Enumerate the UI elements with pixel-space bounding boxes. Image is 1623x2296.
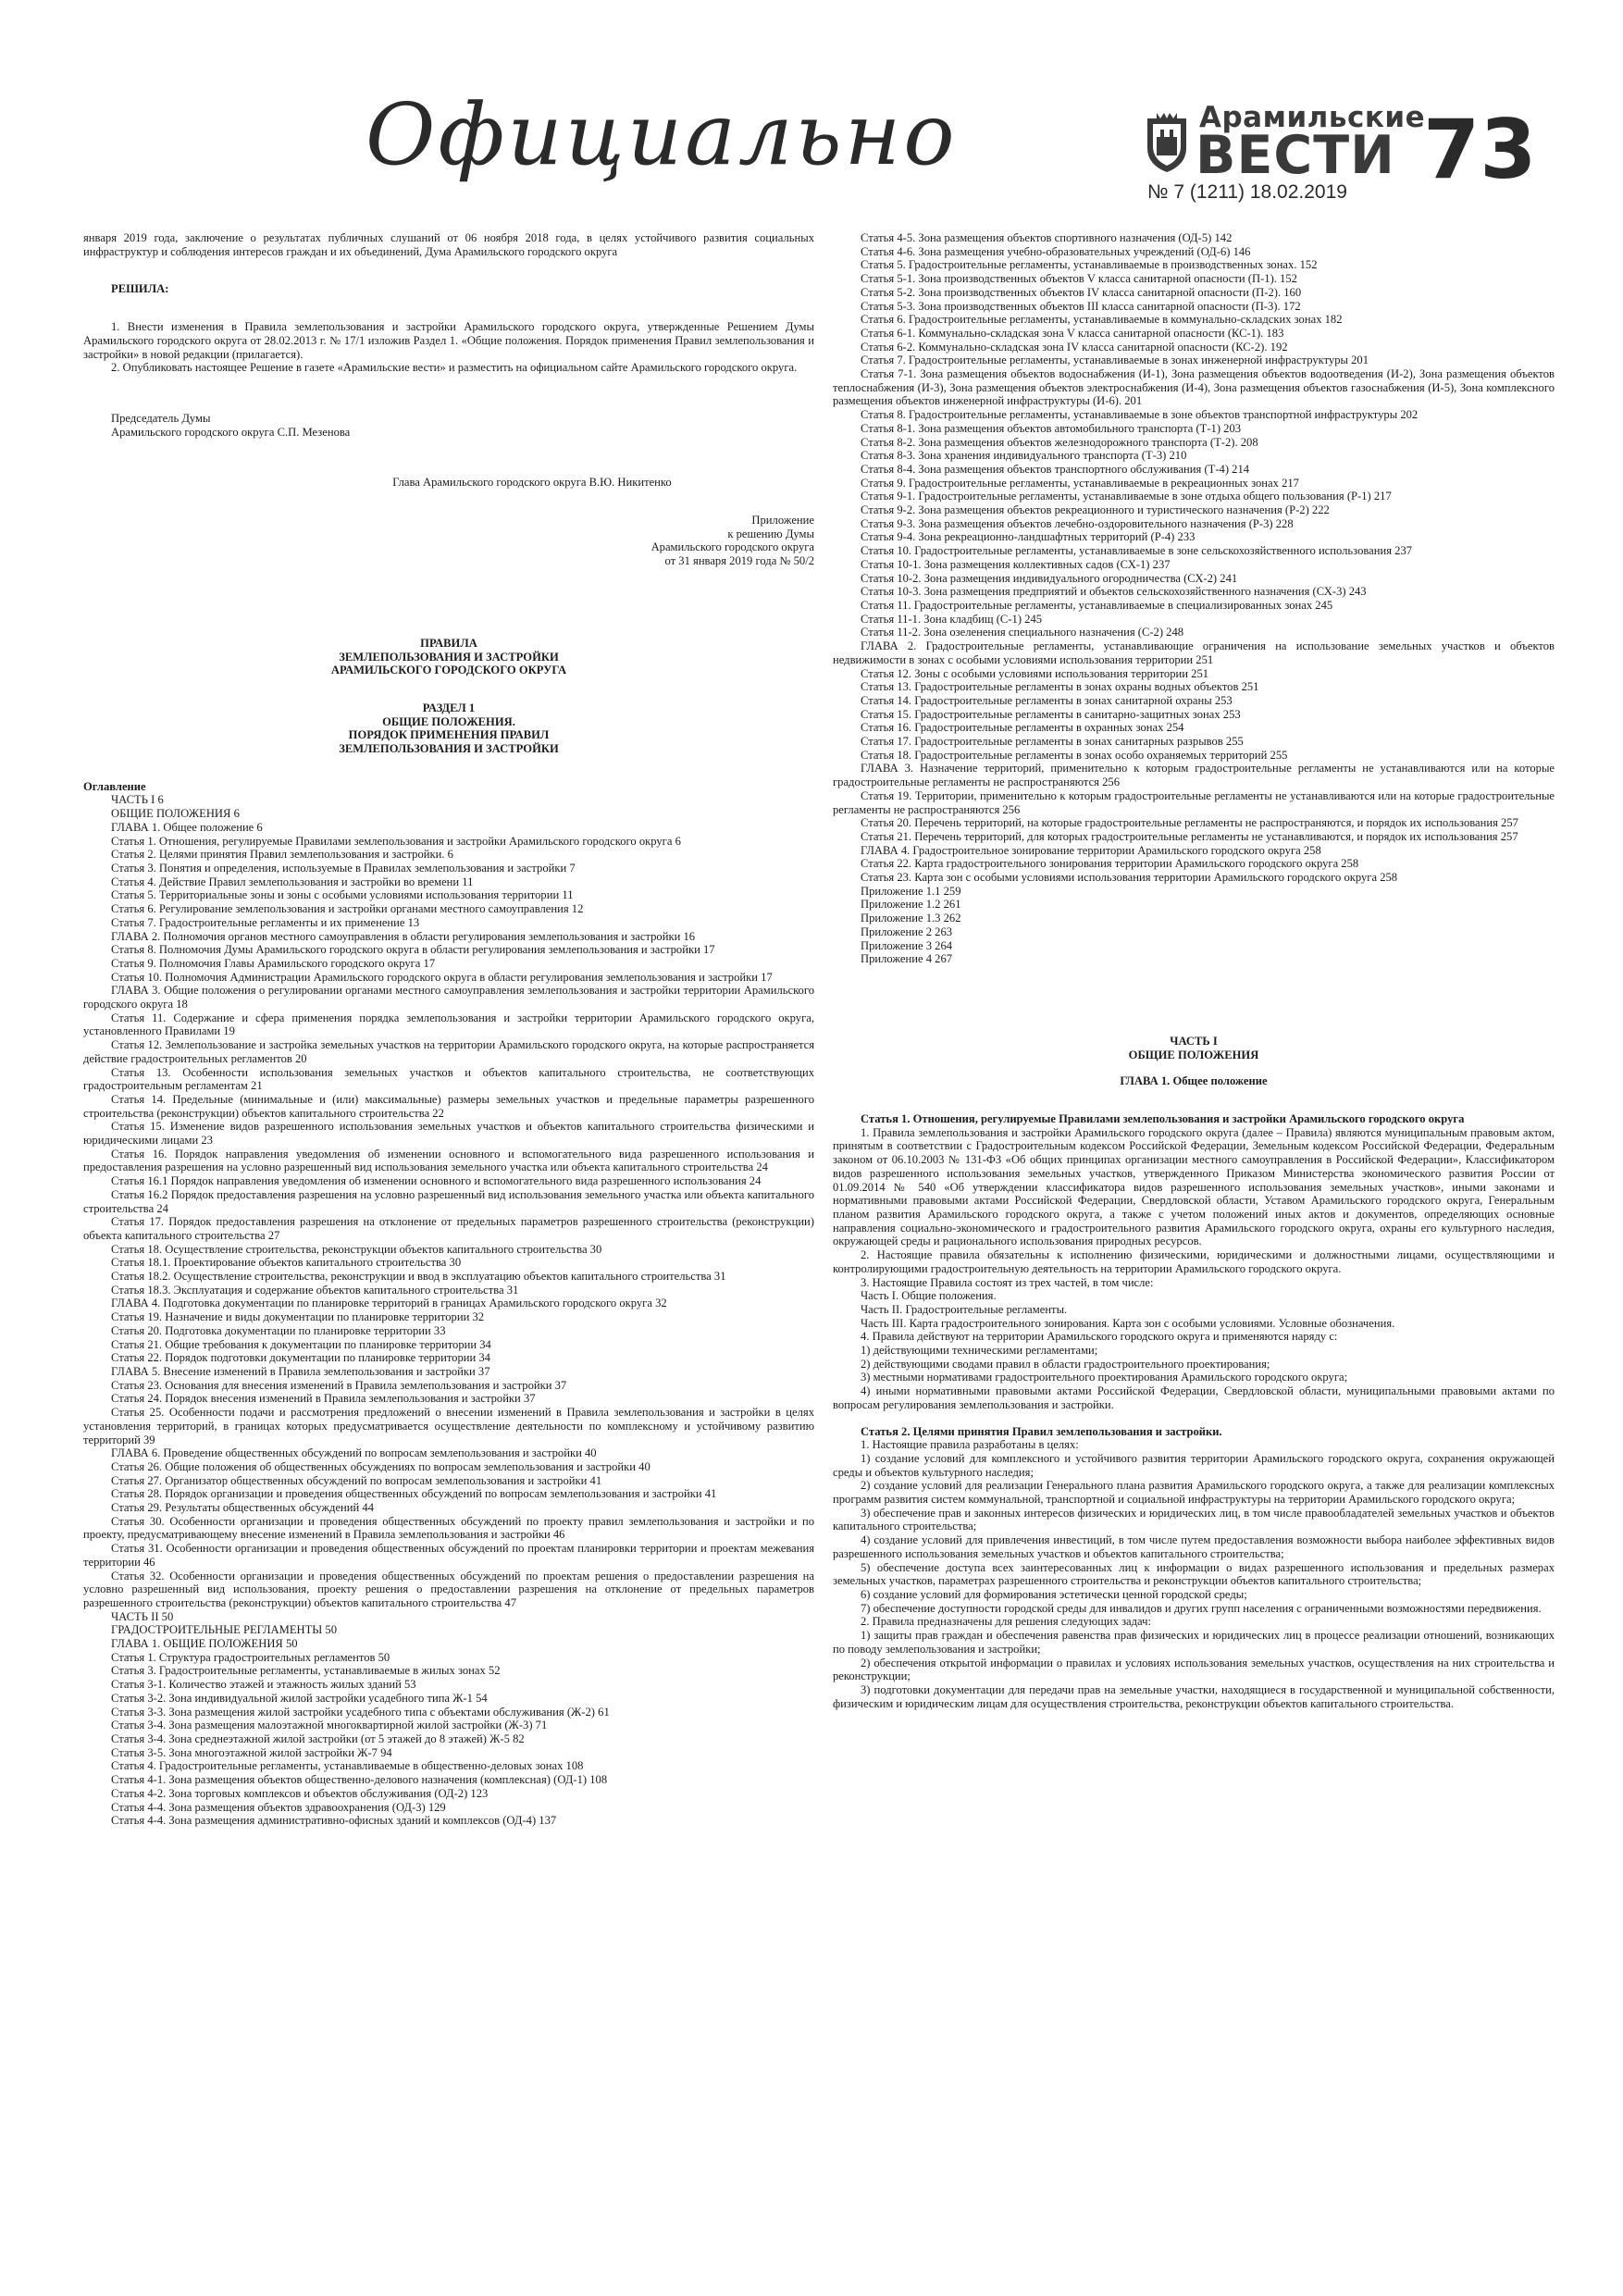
toc-item: Приложение 1.3 262 xyxy=(861,912,961,925)
toc-item: Статья 17. Порядок предоставления разрешения на отклонение от предельных параметров разрешенного строительства (реконструкции) объекта капитального строительства 27 xyxy=(83,1215,814,1242)
left-column xyxy=(83,231,814,1828)
brand-name-top: Арамильские xyxy=(1199,101,1426,134)
chair-signature: Арамильского городского округа С.П. Мезенова xyxy=(111,425,351,439)
part-i-subtitle: ОБЩИЕ ПОЛОЖЕНИЯ xyxy=(1128,1048,1259,1061)
toc-item: Статья 18. Осуществление строительства, реконструкции объектов капитального строительства 30 xyxy=(111,1242,602,1256)
toc-item: Статья 3. Градостроительные регламенты, устанавливаемые в жилых зонах 52 xyxy=(111,1664,501,1678)
rules-title-line: АРАМИЛЬСКОГО ГОРОДСКОГО ОКРУГА xyxy=(330,664,567,677)
toc-heading: Оглавление xyxy=(83,779,146,793)
toc-item: Статья 3-3. Зона размещения жилой застройки усадебного типа с объектами обслуживания (Ж-2) 61 xyxy=(111,1705,610,1719)
toc-item: Статья 2. Целями принятия Правил землепользования и застройки. 6 xyxy=(111,848,453,862)
toc-item: ГЛАВА 6. Проведение общественных обсуждений по вопросам землепользования и застройки 40 xyxy=(111,1446,597,1460)
toc-item: Приложение 3 264 xyxy=(861,938,953,952)
table-of-contents xyxy=(83,793,814,1827)
resolution-point-1: 1. Внести изменения в Правила землепользования и застройки Арамильского городского округа, утвержденные Решением Думы Арамильского городского округа от 28.02.2013 г. № 17/1 изложив Раздел 1. «Общие положения. Порядок применения Правил землепользования и застройки» в новой редакции (прилагается). xyxy=(83,320,814,361)
toc-item: Статья 19. Территории, применительно к которым градостроительные регламенты не устанавливаются или на которые градостроительные регламенты не распространяются 256 xyxy=(833,788,1555,816)
toc-item: Статья 13. Градостроительные регламенты в зонах охраны водных объектов 251 xyxy=(861,680,1259,694)
toc-item: Статья 9-3. Зона размещения объектов лечебно-оздоровительного назначения (Р-3) 228 xyxy=(861,516,1294,530)
article-paragraph: 1. Настоящие правила разработаны в целях: xyxy=(861,1438,1079,1452)
toc-item: ГЛАВА 2. Полномочия органов местного самоуправления в области регулирования землепользования и застройки 16 xyxy=(111,929,696,943)
article-1-title: Статья 1. Отношения, регулируемые Правилами землепользования и застройки Арамильского городского округа xyxy=(861,1112,1465,1126)
toc-item: ГЛАВА 4. Подготовка документации по планировке территорий в границах Арамильского городского округа 32 xyxy=(111,1297,667,1310)
toc-item: Статья 15. Изменение видов разрешенного использования земельных участков и объектов капитального строительства физическими и юридическими лицами 23 xyxy=(83,1120,814,1148)
toc-item: Приложение 1.1 259 xyxy=(861,884,961,898)
article-2-body xyxy=(833,1438,1555,1710)
toc-item: Статья 16. Градостроительные регламенты в охранных зонах 254 xyxy=(861,721,1184,735)
article-paragraph: 3) обеспечение прав и законных интересов физических и юридических лиц, в том числе правообладателей земельных участков и объектов капитального строительства; xyxy=(833,1506,1555,1533)
toc-item: Статья 9-2. Зона размещения объектов рекреационного и туристического назначения (Р-2) 222 xyxy=(861,503,1330,517)
toc-item: Статья 10. Градостроительные регламенты, устанавливаемые в зоне сельскохозяйственного использования 237 xyxy=(861,544,1413,558)
article-paragraph: 7) обеспечение доступности городской среды для инвалидов и других групп населения с ограниченными возможностями передвижения. xyxy=(861,1601,1542,1615)
article-paragraph: 2) действующими сводами правил в области градостроительного проектирования; xyxy=(861,1357,1270,1371)
intro-paragraph: января 2019 года, заключение о результатах публичных слушаний от 06 ноября 2018 года, в целях устойчивого развития социальных инфраструктур и соблюдения интересов граждан и их объединений, Дума Арамильского городского округа xyxy=(83,231,814,258)
article-paragraph: 6) создание условий для формирования эстетически ценной городской среды; xyxy=(861,1587,1247,1601)
rules-title-line: ЗЕМЛЕПОЛЬЗОВАНИЯ И ЗАСТРОЙКИ xyxy=(339,650,559,664)
toc-item: Статья 11. Градостроительные регламенты, устанавливаемые в специализированных зонах 245 xyxy=(861,598,1333,612)
toc-item: Статья 9-4. Зона рекреационно-ландшафтных территорий (Р-4) 233 xyxy=(861,530,1196,544)
toc-item: Статья 8. Полномочия Думы Арамильского городского округа в области регулирования землепользования и застройки 17 xyxy=(111,943,715,957)
toc-item: Статья 6. Регулирование землепользования и застройки органами местного самоуправления 12 xyxy=(111,902,584,916)
toc-item: Статья 11-1. Зона кладбищ (С-1) 245 xyxy=(861,612,1043,626)
toc-item: Статья 18.2. Осуществление строительства, реконструкции и ввод в эксплуатацию объектов капитального строительства 31 xyxy=(111,1270,726,1284)
article-paragraph: 3) подготовки документации для передачи прав на земельные участки, находящиеся в государственной и муниципальной собственности, физическим и юридическим лицам для осуществления строительства, реконструкции объектов капитального строительства. xyxy=(833,1682,1555,1710)
toc-item: Статья 4. Градостроительные регламенты, устанавливаемые в общественно-деловых зонах 108 xyxy=(111,1759,584,1773)
rules-title-line: ПРАВИЛА xyxy=(420,636,477,650)
table-of-contents-continued xyxy=(833,231,1555,966)
toc-item: Статья 5-2. Зона производственных объектов IV класса санитарной опасности (П-2). 160 xyxy=(861,285,1302,299)
part-title-line: ЗЕМЛЕПОЛЬЗОВАНИЯ И ЗАСТРОЙКИ xyxy=(339,742,559,756)
toc-item: Статья 4-4. Зона размещения административно-офисных зданий и комплексов (ОД-4) 137 xyxy=(111,1814,557,1828)
toc-item: Статья 30. Особенности организации и проведения общественных обсуждений по проекту правил землепользования и застройки и по проекту, предусматривающему внесение изменений в Правила землепользования и застройки 46 xyxy=(83,1514,814,1542)
brand-name-main: ВЕСТИ xyxy=(1196,125,1395,186)
toc-item: Приложение 4 267 xyxy=(861,952,953,966)
toc-item: Статья 23. Карта зон с особыми условиями использования территории Арамильского городского округа 258 xyxy=(861,871,1398,885)
article-paragraph: 2) создание условий для реализации Генерального плана развития Арамильского городского округа, а также для реализации комплексных программ развития систем коммунальной, транспортной и социальной инфраструктуры на территории Арамильского городского округа; xyxy=(833,1479,1555,1507)
article-paragraph: 3. Настоящие Правила состоят из трех частей, в том числе: xyxy=(861,1275,1154,1289)
toc-item: Статья 4-5. Зона размещения объектов спортивного назначения (ОД-5) 142 xyxy=(861,231,1233,244)
part-title-line: ПОРЯДОК ПРИМЕНЕНИЯ ПРАВИЛ xyxy=(348,728,550,742)
toc-item: Статья 9-1. Градостроительные регламенты, устанавливаемые в зоне отдыха общего пользования (Р-1) 217 xyxy=(861,490,1392,503)
toc-item: ГЛАВА 3. Назначение территорий, применительно к которым градостроительные регламенты не устанавливаются или на которые градостроительные регламенты не распространяются 256 xyxy=(833,762,1555,789)
toc-item: Статья 3-5. Зона многоэтажной жилой застройки Ж-7 94 xyxy=(111,1745,392,1759)
toc-item: Статья 7-1. Зона размещения объектов водоснабжения (И-1), Зона размещения объектов водоотведения (И-2), Зона размещения объектов теплоснабжения (И-3), Зона размещения объектов электроснабжения (И-4), Зона размещения объектов газоснабжения (И-5), Зона комплексного размещения объектов инженерной инфраструктуры (И-6). 201 xyxy=(833,367,1555,408)
toc-item: ГРАДОСТРОИТЕЛЬНЫЕ РЕГЛАМЕНТЫ 50 xyxy=(111,1623,338,1637)
toc-item: Статья 6-1. Коммунально-складская зона V класса санитарной опасности (КС-1). 183 xyxy=(861,326,1284,340)
chair-title: Председатель Думы xyxy=(111,411,211,425)
toc-item: ЧАСТЬ I 6 xyxy=(111,793,164,807)
toc-item: Статья 5-3. Зона производственных объектов III класса санитарной опасности (П-3). 172 xyxy=(861,299,1301,313)
article-paragraph: 1) действующими техническими регламентами; xyxy=(861,1344,1098,1358)
newspaper-logo xyxy=(1144,100,1426,186)
article-1-body xyxy=(833,1126,1555,1412)
toc-item: Статья 6-2. Коммунально-складская зона IV класса санитарной опасности (КС-2). 192 xyxy=(861,340,1288,354)
toc-item: Статья 8-1. Зона размещения объектов автомобильного транспорта (Т-1) 203 xyxy=(861,421,1242,435)
toc-item: Статья 4-6. Зона размещения учебно-образовательных учреждений (ОД-6) 146 xyxy=(861,244,1251,258)
appendix-line: от 31 января 2019 года № 50/2 xyxy=(664,554,814,568)
article-paragraph: Часть II. Градостроительные регламенты. xyxy=(861,1302,1068,1316)
toc-item: Статья 16.2 Порядок предоставления разрешения на условно разрешенный вид использования земельного участка или объекта капитального строительства 24 xyxy=(83,1187,814,1215)
toc-item: Статья 28. Порядок организации и проведения общественных обсуждений по вопросам землепользования и застройки 41 xyxy=(111,1487,717,1501)
masthead xyxy=(0,0,1623,213)
toc-item: Статья 14. Предельные (минимальные и (или) максимальные) размеры земельных участков и предельные параметры разрешенного строительства (реконструкции) объектов капитального строительства 22 xyxy=(83,1092,814,1120)
toc-item: Статья 4-2. Зона торговых комплексов и объектов обслуживания (ОД-2) 123 xyxy=(111,1786,489,1800)
toc-item: Статья 18. Градостроительные регламенты в зонах особо охраняемых территорий 255 xyxy=(861,748,1288,762)
toc-item: Статья 20. Перечень территорий, на которые градостроительные регламенты не распространяются, и порядок их использования 257 xyxy=(861,816,1518,830)
toc-item: ГЛАВА 2. Градостроительные регламенты, устанавливающие ограничения на использование земельных участков и объектов недвижимости в зонах с особыми условиями использования территории 251 xyxy=(833,639,1555,666)
toc-item: Статья 8. Градостроительные регламенты, устанавливаемые в зоне объектов транспортной инфраструктуры 202 xyxy=(861,408,1419,422)
toc-item: Статья 20. Подготовка документации по планировке территории 33 xyxy=(111,1323,446,1337)
toc-item: Статья 10-1. Зона размещения коллективных садов (СХ-1) 237 xyxy=(861,557,1171,571)
article-paragraph: 1) создание условий для комплексного и устойчивого развития территории Арамильского городского округа, сохранения окружающей среды и объектов культурного наследия; xyxy=(833,1451,1555,1479)
article-2-title: Статья 2. Целями принятия Правил землепользования и застройки. xyxy=(861,1424,1222,1438)
toc-item: Статья 3-1. Количество этажей и этажность жилых зданий 53 xyxy=(111,1678,416,1692)
toc-item: Статья 21. Перечень территорий, для которых градостроительные регламенты не устанавливаются, и порядок их использования 257 xyxy=(861,829,1518,843)
toc-item: Статья 24. Порядок внесения изменений в Правила землепользования и застройки 37 xyxy=(111,1392,536,1406)
article-paragraph: Часть III. Карта градостроительного зонирования. Карта зон с особыми условиями. Условные обозначения. xyxy=(861,1316,1395,1330)
toc-item: Статья 3-4. Зона среднеэтажной жилой застройки (от 5 этажей до 8 этажей) Ж-5 82 xyxy=(111,1731,525,1745)
toc-item: Статья 5. Градостроительные регламенты, устанавливаемые в производственных зонах. 152 xyxy=(861,258,1318,272)
toc-item: Статья 5-1. Зона производственных объектов V класса санитарной опасности (П-1). 152 xyxy=(861,272,1297,286)
toc-item: Статья 1. Отношения, регулируемые Правилами землепользования и застройки Арамильского городского округа 6 xyxy=(111,834,681,848)
article-paragraph: 1) защиты прав граждан и обеспечения равенства прав физических и юридических лиц в процессе реализации отношений, возникающих по поводу землепользования и застройки; xyxy=(833,1629,1555,1656)
toc-item: ОБЩИЕ ПОЛОЖЕНИЯ 6 xyxy=(111,807,240,821)
toc-item: ЧАСТЬ II 50 xyxy=(111,1609,174,1623)
toc-item: Статья 7. Градостроительные регламенты, устанавливаемые в зонах инженерной инфраструктуры 201 xyxy=(861,354,1369,367)
resolution-point-2: 2. Опубликовать настоящее Решение в газете «Арамильские вести» и разместить на официальном сайте Арамильского городского округа. xyxy=(111,361,798,375)
toc-item: Статья 12. Зоны с особыми условиями использования территории 251 xyxy=(861,666,1209,680)
toc-item: Статья 15. Градостроительные регламенты в санитарно-защитных зонах 253 xyxy=(861,707,1241,721)
toc-item: Статья 4. Действие Правил землепользования и застройки во времени 11 xyxy=(111,875,474,888)
toc-item: Статья 21. Общие требования к документации по планировке территории 34 xyxy=(111,1337,491,1351)
toc-item: ГЛАВА 1. Общее положение 6 xyxy=(111,820,263,834)
article-paragraph: 5) обеспечение доступа всех заинтересованных лиц к информации о видах разрешенного использования и предельных размерах земельных участков, параметрах разрешенного строительства и реконструкции объектов капитального строительства; xyxy=(833,1560,1555,1588)
article-paragraph: 2. Правила предназначены для решения следующих задач: xyxy=(861,1615,1151,1629)
toc-item: Статья 25. Особенности подачи и рассмотрения предложений о внесении изменений в Правила землепользования и застройки в целях установления территорий, в границах которых предусматривается осуществление деятельности по комплексному и устойчивому развитию территорий 39 xyxy=(83,1406,814,1446)
article-paragraph: Часть I. Общие положения. xyxy=(861,1289,997,1303)
toc-item: Статья 4-4. Зона размещения объектов здравоохранения (ОД-3) 129 xyxy=(111,1800,446,1814)
page-number: 73 xyxy=(1423,102,1537,197)
toc-item: Статья 6. Градостроительные регламенты, устанавливаемые в коммунально-складских зонах 182 xyxy=(861,313,1343,327)
toc-item: ГЛАВА 5. Внесение изменений в Правила землепользования и застройки 37 xyxy=(111,1365,490,1378)
appendix-line: Приложение xyxy=(751,514,814,527)
toc-item: Статья 8-4. Зона размещения объектов транспортного обслуживания (Т-4) 214 xyxy=(861,462,1250,476)
toc-item: Статья 19. Назначение и виды документации по планировке территории 32 xyxy=(111,1310,485,1324)
toc-item: Статья 16.1 Порядок направления уведомления об изменении основного и вспомогательного вида разрешенного использования 24 xyxy=(111,1174,762,1188)
toc-item: Статья 13. Особенности использования земельных участков и объектов капитального строительства, не соответствующих градостроительным регламентам 21 xyxy=(83,1065,814,1093)
part-title-line: РАЗДЕЛ 1 xyxy=(422,701,476,714)
city-coat-of-arms-icon xyxy=(1144,113,1190,174)
toc-item: Статья 16. Порядок направления уведомления об изменении основного и вспомогательного вида разрешенного использования и предоставления разрешения на условно разрешенный вид использования земельного участка или объекта капитального строительства 24 xyxy=(83,1147,814,1174)
toc-item: Статья 7. Градостроительные регламенты и их применение 13 xyxy=(111,915,420,929)
toc-item: Статья 17. Градостроительные регламенты в зонах санитарных разрывов 255 xyxy=(861,735,1244,749)
toc-item: Статья 23. Основания для внесения изменений в Правила землепользования и застройки 37 xyxy=(111,1378,567,1392)
toc-item: Статья 3-4. Зона размещения малоэтажной многоквартирной жилой застройки (Ж-3) 71 xyxy=(111,1719,548,1732)
article-paragraph: 4) иными нормативными правовыми актами Российской Федерации, Свердловской области, муниципальными правовыми актами по вопросам регулирования землепользования и застройки. xyxy=(833,1384,1555,1411)
toc-item: Статья 10. Полномочия Администрации Арамильского городского округа в области регулирования землепользования и застройки 17 xyxy=(111,970,773,984)
article-paragraph: 4) создание условий для привлечения инвестиций, в том числе путем предоставления возможности выбора наиболее эффективных видов разрешенного использования земельных участков и объектов капитального строительства; xyxy=(833,1533,1555,1560)
toc-item: ГЛАВА 1. ОБЩИЕ ПОЛОЖЕНИЯ 50 xyxy=(111,1637,298,1651)
article-paragraph: 2) обеспечения открытой информации о правилах и условиях использования земельных участков, осуществления на них строительства и реконструкции; xyxy=(833,1656,1555,1683)
toc-item: Приложение 1.2 261 xyxy=(861,898,961,912)
article-paragraph: 4. Правила действуют на территории Арамильского городского округа и применяются наряду с: xyxy=(861,1330,1338,1344)
toc-item: Статья 4-1. Зона размещения объектов общественно-делового назначения (комплексная) (ОД-1) 108 xyxy=(111,1773,608,1787)
issue-number-date: № 7 (1211) 18.02.2019 xyxy=(1147,181,1347,203)
toc-item: Статья 32. Особенности организации и проведения общественных обсуждений по проектам решения о предоставлении разрешения на условно разрешенный вид использования, проекту решения о предоставлении разрешения на отклонение от предельных параметров разрешенного строительства (реконструкции) объектов капитального строительства 47 xyxy=(83,1569,814,1609)
toc-item: Статья 8-3. Зона хранения индивидуального транспорта (Т-3) 210 xyxy=(861,449,1187,463)
appendix-line: Арамильского городского округа xyxy=(650,540,814,554)
toc-item: Статья 3. Понятия и определения, используемые в Правилах землепользования и застройки 7 xyxy=(111,861,576,875)
toc-item: Статья 11-2. Зона озеленения специального назначения (С-2) 248 xyxy=(861,626,1184,639)
toc-item: Статья 22. Порядок подготовки документации по планировке территории 34 xyxy=(111,1351,490,1365)
toc-item: Приложение 2 263 xyxy=(861,925,953,938)
toc-item: Статья 18.1. Проектирование объектов капитального строительства 30 xyxy=(111,1256,462,1270)
toc-item: Статья 10-2. Зона размещения индивидуального огородничества (СХ-2) 241 xyxy=(861,571,1238,585)
article-paragraph: 2. Настоящие правила обязательны к исполнению физическими, юридическими и должностными лицами, осуществляющими и контролирующими градостроительную деятельность на территории Арамильского городского округа. xyxy=(833,1248,1555,1275)
toc-item: Статья 10-3. Зона размещения предприятий и объектов сельскохозяйственного назначения (СХ-3) 243 xyxy=(861,585,1367,599)
toc-item: Статья 8-2. Зона размещения объектов железнодорожного транспорта (Т-2). 208 xyxy=(861,435,1258,449)
part-i-title: ЧАСТЬ I xyxy=(1170,1034,1218,1048)
toc-item: Статья 18.3. Эксплуатация и содержание объектов капитального строительства 31 xyxy=(111,1283,519,1297)
toc-item: Статья 11. Содержание и сфера применения порядка землепользования и застройки территории Арамильского городского округа, установленного Правилами 19 xyxy=(83,1011,814,1038)
toc-item: Статья 3-2. Зона индивидуальной жилой застройки усадебного типа Ж-1 54 xyxy=(111,1691,488,1705)
section-title: Официально xyxy=(365,85,958,184)
toc-item: Статья 9. Полномочия Главы Арамильского городского округа 17 xyxy=(111,956,436,970)
article-paragraph: 1. Правила землепользования и застройки Арамильского городского округа (далее – Правила) являются муниципальным правовым актом, принятым в соответствии с Градостроительным кодексом Российской Федерации, Земельным кодексом Российской Федерации, Федеральным законом от 06.10.2003 № 131-ФЗ «Об общих принципах организации местного самоуправления в Российской Федерации», Классификатором видов разрешенного использования земельных участков, утвержденного Приказом Министерства экономического развития России от 01.09.2014 № 540 «Об утверждении классификатора видов разрешенного использования земельных участков», иными законами и нормативными правовыми актами Российской Федерации, Свердловской области, Уставом Арамильского городского округа, Генеральным планом развития Арамильского городского округа, а также с учетом положений иных актов и документов, определяющих основные направления социально-экономического и градостроительного развития Арамильского городского округа, охраны его культурного наследия, окружающей среды и рационального использования природных ресурсов. xyxy=(833,1125,1555,1248)
toc-item: Статья 9. Градостроительные регламенты, устанавливаемые в рекреационных зонах 217 xyxy=(861,476,1299,490)
resolved-heading: РЕШИЛА: xyxy=(111,282,169,296)
toc-item: Статья 29. Результаты общественных обсуждений 44 xyxy=(111,1501,375,1515)
toc-item: Статья 31. Особенности организации и проведения общественных обсуждений по проектам планировки территории и проектам межевания территории 46 xyxy=(83,1542,814,1569)
toc-item: Статья 5. Территориальные зоны и зоны с особыми условиями использования территории 11 xyxy=(111,888,574,902)
article-paragraph: 3) местными нормативами градостроительного проектирования Арамильского городского округа; xyxy=(861,1371,1348,1384)
head-signature: Глава Арамильского городского округа В.Ю. Никитенко xyxy=(392,476,672,490)
toc-item: Статья 22. Карта градостроительного зонирования территории Арамильского городского округа 258 xyxy=(861,857,1359,871)
toc-item: Статья 27. Организатор общественных обсуждений по вопросам землепользования и застройки 41 xyxy=(111,1473,602,1487)
right-column xyxy=(833,231,1555,1710)
chapter-1-title: ГЛАВА 1. Общее положение xyxy=(1120,1074,1268,1088)
toc-item: Статья 26. Общие положения об общественных обсуждениях по вопросам землепользования и застройки 40 xyxy=(111,1459,650,1473)
toc-item: Статья 12. Землепользование и застройка земельных участков на территории Арамильского городского округа, на которые распространяется действие градостроительных регламентов 20 xyxy=(83,1038,814,1065)
toc-item: ГЛАВА 3. Общие положения о регулировании органами местного самоуправления землепользования и застройки территории Арамильского городского округа 18 xyxy=(83,984,814,1011)
toc-item: ГЛАВА 4. Градостроительное зонирование территории Арамильского городского округа 258 xyxy=(861,843,1321,857)
part-title-line: ОБЩИЕ ПОЛОЖЕНИЯ. xyxy=(382,714,515,728)
toc-item: Статья 1. Структура градостроительных регламентов 50 xyxy=(111,1650,390,1664)
toc-item: Статья 14. Градостроительные регламенты в зонах санитарной охраны 253 xyxy=(861,693,1233,707)
appendix-line: к решению Думы xyxy=(727,527,814,540)
